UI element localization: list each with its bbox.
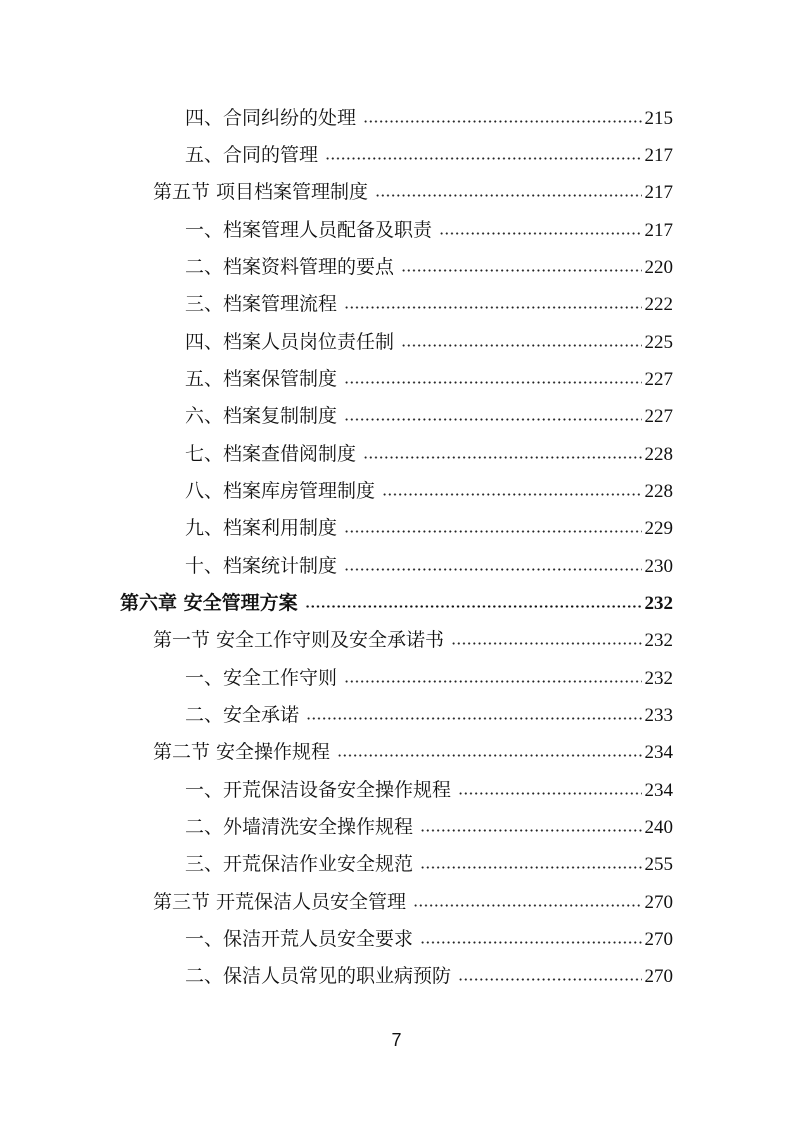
dot-leader xyxy=(458,978,641,981)
toc-entry xyxy=(185,324,673,361)
toc-entry-title: 一、保洁开荒人员安全要求 xyxy=(185,928,414,950)
dot-leader xyxy=(401,344,641,347)
toc-entry-page: 233 xyxy=(644,705,673,726)
dot-leader xyxy=(306,717,641,720)
toc-entry xyxy=(185,249,673,286)
toc-entry-title: 三、档案管理流程 xyxy=(185,293,338,315)
toc-entry-title: 二、安全承诺 xyxy=(185,704,300,726)
toc-entry xyxy=(185,697,673,734)
toc-entry-title: 四、合同纠纷的处理 xyxy=(185,107,357,129)
dot-leader xyxy=(420,829,641,832)
toc-entry-page: 225 xyxy=(644,332,673,353)
toc-entry-title: 一、安全工作守则 xyxy=(185,667,338,689)
toc-entry-title: 三、开荒保洁作业安全规范 xyxy=(185,853,414,875)
dot-leader xyxy=(451,642,641,645)
toc-entry-title: 二、保洁人员常见的职业病预防 xyxy=(185,965,452,987)
toc-entry-title: 第六章 安全管理方案 xyxy=(120,592,298,614)
dot-leader xyxy=(337,754,641,757)
toc-entry-page: 240 xyxy=(644,817,673,838)
toc-entry-page: 217 xyxy=(644,145,673,166)
toc-entry-page: 232 xyxy=(644,668,673,689)
toc-entry xyxy=(185,510,673,547)
dot-leader xyxy=(413,904,641,907)
toc-entry xyxy=(153,622,673,659)
toc-entry xyxy=(185,398,673,435)
dot-leader xyxy=(420,866,641,869)
toc-entry xyxy=(185,846,673,883)
toc-entry-title: 五、档案保管制度 xyxy=(185,368,338,390)
dot-leader xyxy=(344,530,641,533)
toc-entry-page: 230 xyxy=(644,556,673,577)
toc-entry-page: 227 xyxy=(644,369,673,390)
toc-entry-page: 232 xyxy=(644,630,673,651)
toc-entry-title: 第三节 开荒保洁人员安全管理 xyxy=(153,891,407,913)
dot-leader xyxy=(363,120,641,123)
toc-entry-title: 二、档案资料管理的要点 xyxy=(185,256,395,278)
toc-entry-page: 270 xyxy=(644,892,673,913)
toc-entry xyxy=(185,548,673,585)
toc-entry xyxy=(185,361,673,398)
toc-entry-page: 228 xyxy=(644,481,673,502)
toc-entry-title: 六、档案复制制度 xyxy=(185,405,338,427)
toc-entry-page: 217 xyxy=(644,220,673,241)
toc-entry-title: 第一节 安全工作守则及安全承诺书 xyxy=(153,629,445,651)
toc-entry-title: 一、开荒保洁设备安全操作规程 xyxy=(185,779,452,801)
toc-entry-page: 270 xyxy=(644,966,673,987)
dot-leader xyxy=(344,381,641,384)
toc-entry-title: 七、档案查借阅制度 xyxy=(185,443,357,465)
page-number: 7 xyxy=(391,1030,402,1050)
toc-entry xyxy=(185,809,673,846)
toc-entry xyxy=(153,734,673,771)
toc-entry-title: 八、档案库房管理制度 xyxy=(185,480,376,502)
dot-leader xyxy=(344,568,641,571)
toc-entry xyxy=(153,884,673,921)
toc-entry-page: 215 xyxy=(644,108,673,129)
toc-entry-title: 一、档案管理人员配备及职责 xyxy=(185,219,433,241)
toc-entry-title: 十、档案统计制度 xyxy=(185,555,338,577)
toc-entry-title: 第五节 项目档案管理制度 xyxy=(153,181,369,203)
toc-entry xyxy=(185,772,673,809)
toc-entry-title: 二、外墙清洗安全操作规程 xyxy=(185,816,414,838)
dot-leader xyxy=(363,456,641,459)
dot-leader xyxy=(382,493,641,496)
toc-entry xyxy=(185,286,673,323)
toc-entry-page: 270 xyxy=(644,929,673,950)
dot-leader xyxy=(305,605,642,608)
toc-entry-page: 232 xyxy=(644,593,673,614)
toc-entry-page: 229 xyxy=(644,518,673,539)
toc-entry xyxy=(185,660,673,697)
toc-entry-title: 五、合同的管理 xyxy=(185,144,319,166)
toc-entry-page: 255 xyxy=(644,854,673,875)
dot-leader xyxy=(439,232,641,235)
toc-entry-page: 227 xyxy=(644,406,673,427)
dot-leader xyxy=(344,418,641,421)
toc-entry xyxy=(185,137,673,174)
dot-leader xyxy=(375,194,641,197)
toc-entry-page: 220 xyxy=(644,257,673,278)
dot-leader xyxy=(344,680,641,683)
toc-entry xyxy=(185,436,673,473)
toc-chapter-entry xyxy=(120,585,673,622)
toc-entry xyxy=(185,958,673,995)
toc-entry-page: 234 xyxy=(644,780,673,801)
toc-entry xyxy=(185,212,673,249)
toc-entry xyxy=(185,921,673,958)
toc-entry-page: 222 xyxy=(644,294,673,315)
toc-entry-title: 九、档案利用制度 xyxy=(185,517,338,539)
toc-entry-title: 四、档案人员岗位责任制 xyxy=(185,331,395,353)
toc-entry-page: 217 xyxy=(644,182,673,203)
toc-entry-page: 228 xyxy=(644,444,673,465)
toc-entry xyxy=(153,174,673,211)
dot-leader xyxy=(401,269,641,272)
toc-entry xyxy=(185,473,673,510)
dot-leader xyxy=(344,306,641,309)
toc-entry xyxy=(185,100,673,137)
toc-entry-page: 234 xyxy=(644,742,673,763)
dot-leader xyxy=(420,941,641,944)
dot-leader xyxy=(458,792,641,795)
toc-entry-title: 第二节 安全操作规程 xyxy=(153,741,331,763)
dot-leader xyxy=(325,157,641,160)
